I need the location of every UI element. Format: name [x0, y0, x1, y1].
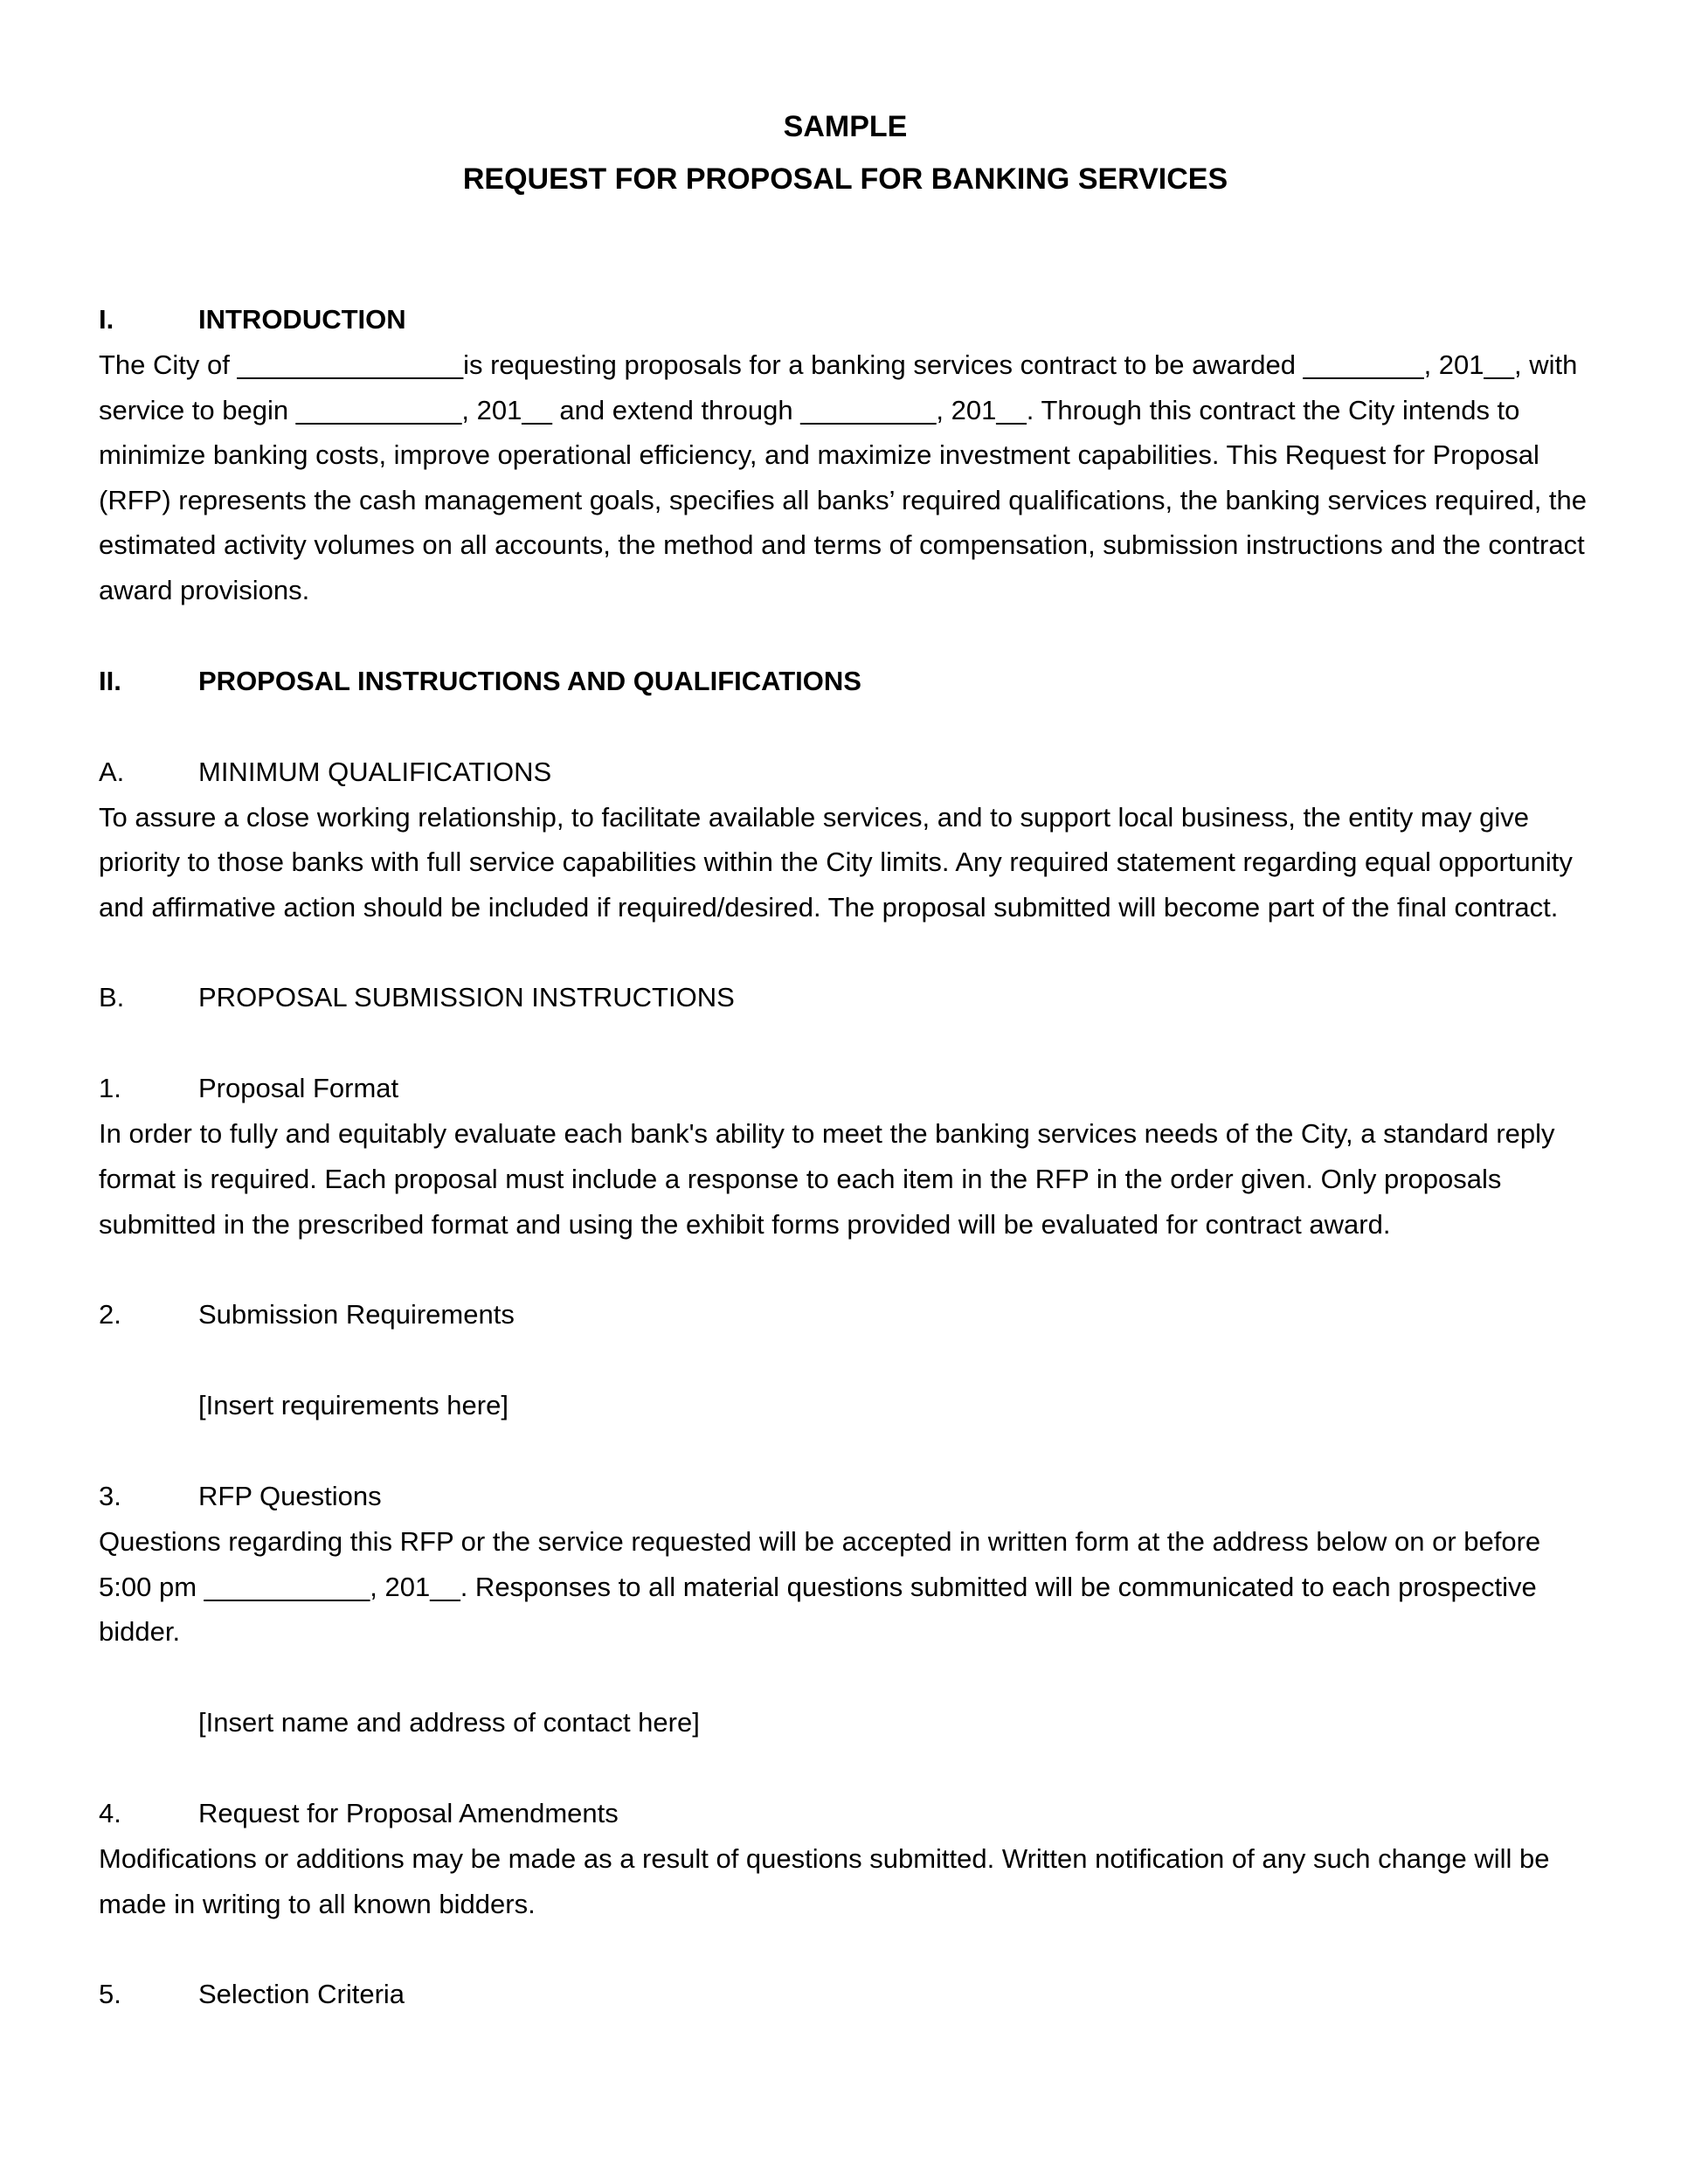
- spacer: [99, 930, 1592, 975]
- document-title-main: REQUEST FOR PROPOSAL FOR BANKING SERVICES: [462, 162, 1228, 196]
- item-title: Selection Criteria: [198, 1979, 405, 2010]
- contact-placeholder: [Insert name and address of contact here]: [198, 1706, 700, 1738]
- spacer: [99, 1337, 1592, 1383]
- item-heading-rfp-amendments: [99, 1791, 1592, 1836]
- spacer: [99, 1428, 1592, 1474]
- item-number: 1.: [99, 1073, 121, 1104]
- rfp-amendments-paragraph: Modifications or additions may be made as a result of questions submitted. Written notification of any such change will be made in writing to all known bidders.: [99, 1842, 1550, 1919]
- section-number: I.: [99, 304, 114, 335]
- subsection-title: PROPOSAL SUBMISSION INSTRUCTIONS: [198, 982, 735, 1013]
- rfp-questions-paragraph: Questions regarding this RFP or the service requested will be accepted in written form at the address below on or before 5:00 pm ___________, 201__. Responses to all material questions submitted will be communicated to each prospective bidder.: [99, 1526, 1541, 1648]
- title-block: [99, 100, 1592, 205]
- item-number: 5.: [99, 1979, 121, 2010]
- item-title: Submission Requirements: [198, 1299, 515, 1330]
- section-title: PROPOSAL INSTRUCTIONS AND QUALIFICATIONS: [198, 665, 861, 696]
- spacer: [99, 1247, 1592, 1292]
- section-heading-introduction: [99, 297, 1592, 342]
- item-title: RFP Questions: [198, 1481, 382, 1512]
- item-number: 4.: [99, 1797, 121, 1828]
- item-title: Request for Proposal Amendments: [198, 1797, 619, 1828]
- document-title-sample: SAMPLE: [783, 110, 908, 143]
- item-number: 3.: [99, 1481, 121, 1512]
- item-heading-proposal-format: [99, 1066, 1592, 1111]
- item-title: Proposal Format: [198, 1073, 399, 1104]
- subsection-letter: B.: [99, 982, 125, 1013]
- introduction-paragraph: The City of _______________is requesting proposals for a banking services contract to be awarded ________, 201__, with service to begin ___________, 201__ and extend through _________, 201__. Through this contract the City intends to minimize banking costs, improve operational efficiency, and maximize investment capabilities. This Request for Proposal (RFP) represents the cash management goals, specifies all banks’ required qualifications, the banking services required, the estimated activity volumes on all accounts, the method and terms of compensation, submission instructions and the contract award provisions.: [99, 349, 1588, 605]
- subsection-letter: A.: [99, 756, 125, 787]
- section-number: II.: [99, 665, 121, 696]
- item-heading-rfp-questions: [99, 1474, 1592, 1519]
- item-heading-selection-criteria: [99, 1972, 1592, 2017]
- minimum-qualifications-paragraph: To assure a close working relationship, to facilitate available services, and to support local business, the entity may give priority to those banks with full service capabilities within the City limits. Any required statement regarding equal opportunity and affirmative action should be included if required/desired. The proposal submitted will become part of the final contract.: [99, 801, 1573, 923]
- spacer: [99, 1020, 1592, 1066]
- item-number: 2.: [99, 1299, 121, 1330]
- spacer: [99, 704, 1592, 750]
- subsection-title: MINIMUM QUALIFICATIONS: [198, 756, 552, 787]
- subsection-heading-submission-instructions: [99, 975, 1592, 1020]
- spacer: [99, 1926, 1592, 1972]
- spacer: [99, 613, 1592, 659]
- subsection-heading-minimum-qualifications: [99, 750, 1592, 795]
- item-heading-submission-requirements: [99, 1292, 1592, 1337]
- section-title: INTRODUCTION: [198, 304, 406, 335]
- spacer: [99, 1655, 1592, 1700]
- requirements-placeholder: [Insert requirements here]: [198, 1390, 508, 1421]
- proposal-format-paragraph: In order to fully and equitably evaluate each bank's ability to meet the banking services needs of the City, a standard reply format is required. Each proposal must include a response to each item in the RFP in the order given. Only proposals submitted in the prescribed format and using the exhibit forms provided will be evaluated for contract award.: [99, 1118, 1555, 1240]
- spacer: [99, 1745, 1592, 1791]
- section-heading-proposal-instructions: [99, 659, 1592, 704]
